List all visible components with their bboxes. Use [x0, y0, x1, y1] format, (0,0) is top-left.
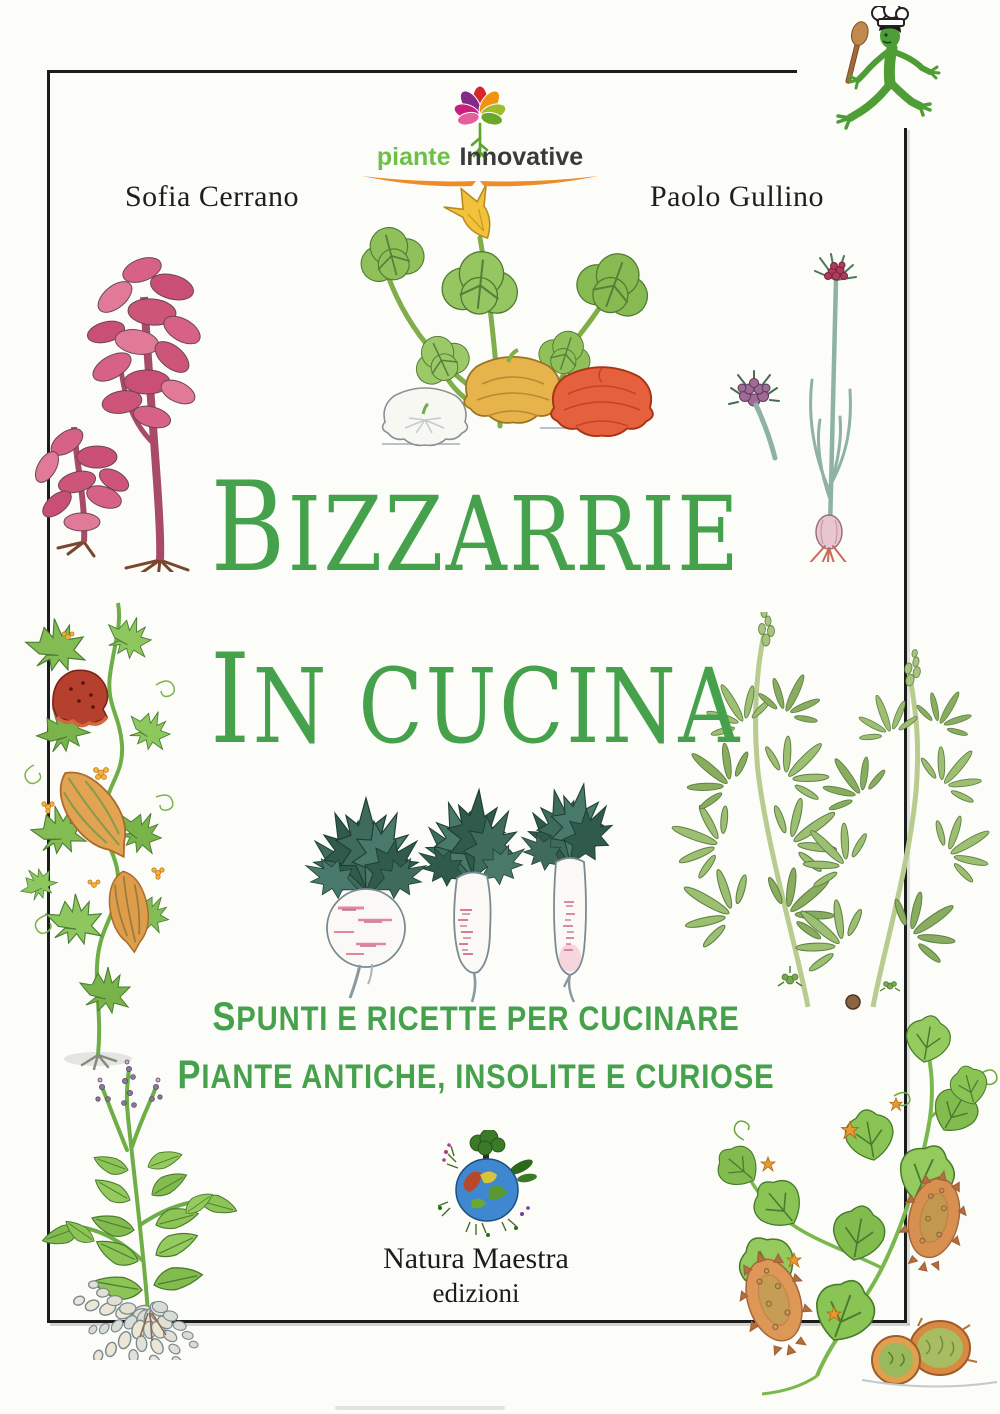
piante-innovative-logo — [350, 78, 610, 195]
subtitle-line-2: PIANTE ANTICHE, INSOLITE E CURIOSE — [177, 1052, 775, 1097]
publisher-imprint: edizioni — [432, 1278, 520, 1308]
chef-hat — [872, 6, 908, 26]
title-line-2: IN CUCINA — [210, 628, 742, 772]
logo-word-innovative: Innovative — [459, 143, 584, 171]
logo-wordmark — [350, 143, 610, 172]
cover-frame-top — [47, 70, 797, 73]
radishes-illustration — [298, 760, 633, 1005]
author-left: Sofia Cerrano — [125, 180, 299, 213]
logo-word-piante: piante — [376, 143, 451, 171]
scan-artifact — [335, 1406, 505, 1410]
title-line-1: BIZZARRIE — [210, 456, 742, 600]
chive-blossom — [729, 371, 779, 458]
chef-sprout-man-illustration — [820, 6, 970, 148]
kiwano-cut-fruits — [872, 1318, 977, 1384]
publisher-name: Natura Maestra — [383, 1242, 569, 1275]
squash-plant-illustration — [330, 176, 665, 472]
subtitle-line-1: SPUNTI E RICETTE PER CUCINARE — [212, 994, 740, 1039]
author-right: Paolo Gullino — [650, 180, 825, 213]
red-bell-flower — [53, 670, 108, 725]
earth-globe-plants-icon — [428, 1130, 546, 1244]
crosne-plant-illustration — [30, 1055, 265, 1360]
logo-swoosh — [360, 172, 600, 190]
